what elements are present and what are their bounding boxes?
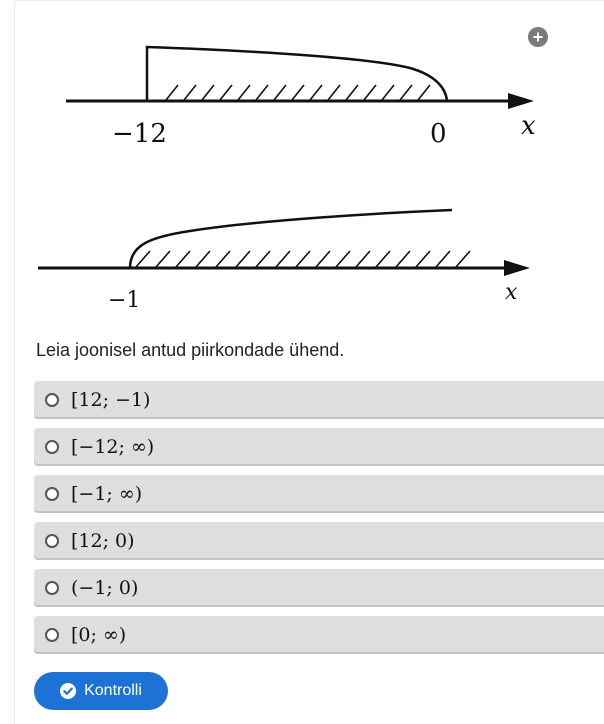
option-label: [−12; ∞)	[71, 436, 155, 458]
tick-label-minus-12: −12	[112, 119, 167, 149]
number-line-figure-2	[0, 195, 604, 320]
check-button-label: Kontrolli	[84, 682, 142, 699]
option-label: [−1; ∞)	[71, 483, 143, 505]
tick-label-0: 0	[430, 119, 447, 149]
axis-label-x: x	[521, 111, 536, 141]
check-button[interactable]	[34, 672, 168, 710]
option-3[interactable]	[34, 475, 604, 513]
option-2[interactable]	[34, 428, 604, 466]
option-label: [0; ∞)	[71, 624, 127, 646]
radio-button[interactable]	[45, 440, 59, 454]
radio-button[interactable]	[45, 581, 59, 595]
region-hatch	[166, 85, 430, 100]
option-6[interactable]	[34, 616, 604, 654]
radio-button[interactable]	[45, 393, 59, 407]
option-label: [12; 0)	[71, 530, 135, 552]
radio-button[interactable]	[45, 628, 59, 642]
option-1[interactable]	[34, 381, 604, 419]
option-label: (−1; 0)	[71, 577, 139, 599]
tick-label-minus-1: −1	[108, 288, 141, 313]
number-line-figure-1	[0, 30, 604, 155]
option-5[interactable]	[34, 569, 604, 607]
option-4[interactable]	[34, 522, 604, 560]
axis-label-x: x	[505, 280, 518, 305]
question-text: Leia joonisel antud piirkondade ühend.	[36, 340, 345, 360]
radio-button[interactable]	[45, 487, 59, 501]
region-hatch	[136, 251, 470, 267]
radio-button[interactable]	[45, 534, 59, 548]
answer-options	[34, 381, 604, 663]
axis-arrow	[508, 93, 534, 109]
axis-arrow	[504, 260, 530, 276]
option-label: [12; −1)	[71, 389, 151, 411]
check-circle-icon	[60, 683, 76, 699]
